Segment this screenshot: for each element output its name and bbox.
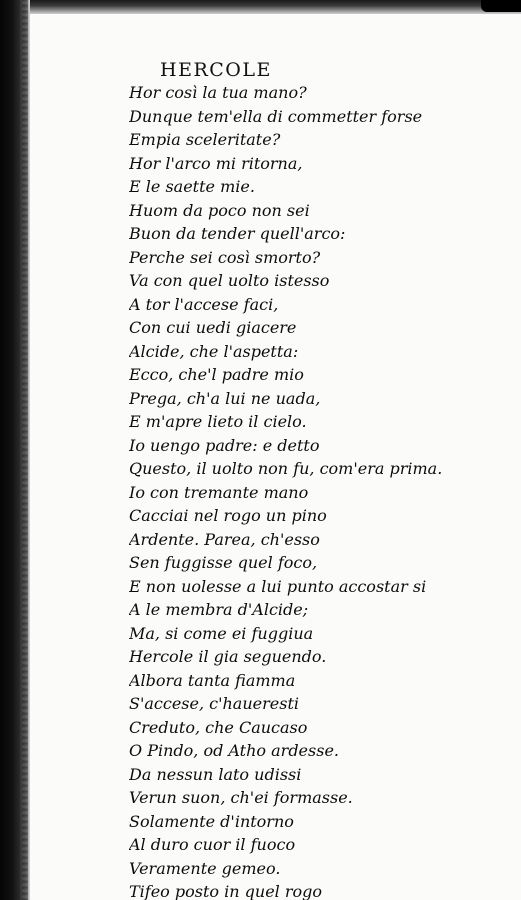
verse-line: Prega, ch'a lui ne uada, [129, 388, 321, 408]
verse-line: Solamente d'intorno [129, 811, 294, 831]
page-heading: HERCOLE [160, 59, 272, 81]
verse-line: Questo, il uolto non fu, com'era prima. [129, 459, 443, 478]
verse-line: Ecco, che'l padre mio [129, 365, 304, 384]
verse-line: Va con quel uolto istesso [129, 271, 330, 290]
verse-line: Tifeo posto in quel rogo [129, 882, 323, 900]
verse-line: Sen fuggisse quel foco, [129, 553, 318, 572]
verse-line: Perche sei così smorto? [129, 247, 321, 267]
verse-line: Con cui uedi giacere [129, 318, 297, 337]
verse-line: Ma, si come ei fuggiua [129, 623, 314, 643]
verse-line: Hor così la tua mano? [129, 83, 307, 102]
verse-line: O Pindo, od Atho ardesse. [129, 741, 339, 760]
page-corner-shadow [481, 0, 521, 12]
verse-line: Io con tremante mano [129, 482, 309, 502]
verse-line: Albora tanta fiamma [129, 670, 296, 690]
verse-line: Creduto, che Caucaso [129, 717, 308, 737]
verse-line: Alcide, che l'aspetta: [129, 341, 299, 361]
verse-line: Io uengo padre: e detto [129, 435, 320, 455]
verse-line: Veramente gemeo. [129, 858, 281, 878]
verse-line: A le membra d'Alcide; [129, 600, 309, 619]
verse-line: E non uolesse a lui punto accostar si [129, 576, 427, 596]
verse-line: A tor l'accese faci, [129, 294, 279, 314]
verse-line: Da nessun lato udissi [129, 764, 302, 784]
verse-text [129, 81, 514, 900]
page-top-edge [0, 0, 521, 14]
verse-line: Hor l'arco mi ritorna, [129, 153, 303, 173]
verse-line: Buon da tender quell'arco: [129, 224, 346, 243]
verse-line: Dunque tem'ella di commetter forse [129, 106, 423, 126]
verse-line: Ardente. Parea, ch'esso [129, 529, 320, 549]
verse-line: Al duro cuor il fuoco [129, 835, 296, 854]
verse-line: Verun suon, ch'ei formasse. [129, 788, 353, 807]
verse-line: Cacciai nel rogo un pino [129, 506, 327, 525]
verse-line: Hercole il gia seguendo. [129, 647, 327, 666]
verse-line: E le saette mie. [129, 177, 255, 196]
page-stack-edge [22, 0, 28, 900]
verse-line: S'accese, c'haueresti [129, 694, 299, 713]
verse-line: E m'apre lieto il cielo. [129, 412, 307, 431]
verse-line: Empia sceleritate? [129, 130, 281, 149]
verse-line: Huom da poco non sei [129, 200, 310, 220]
